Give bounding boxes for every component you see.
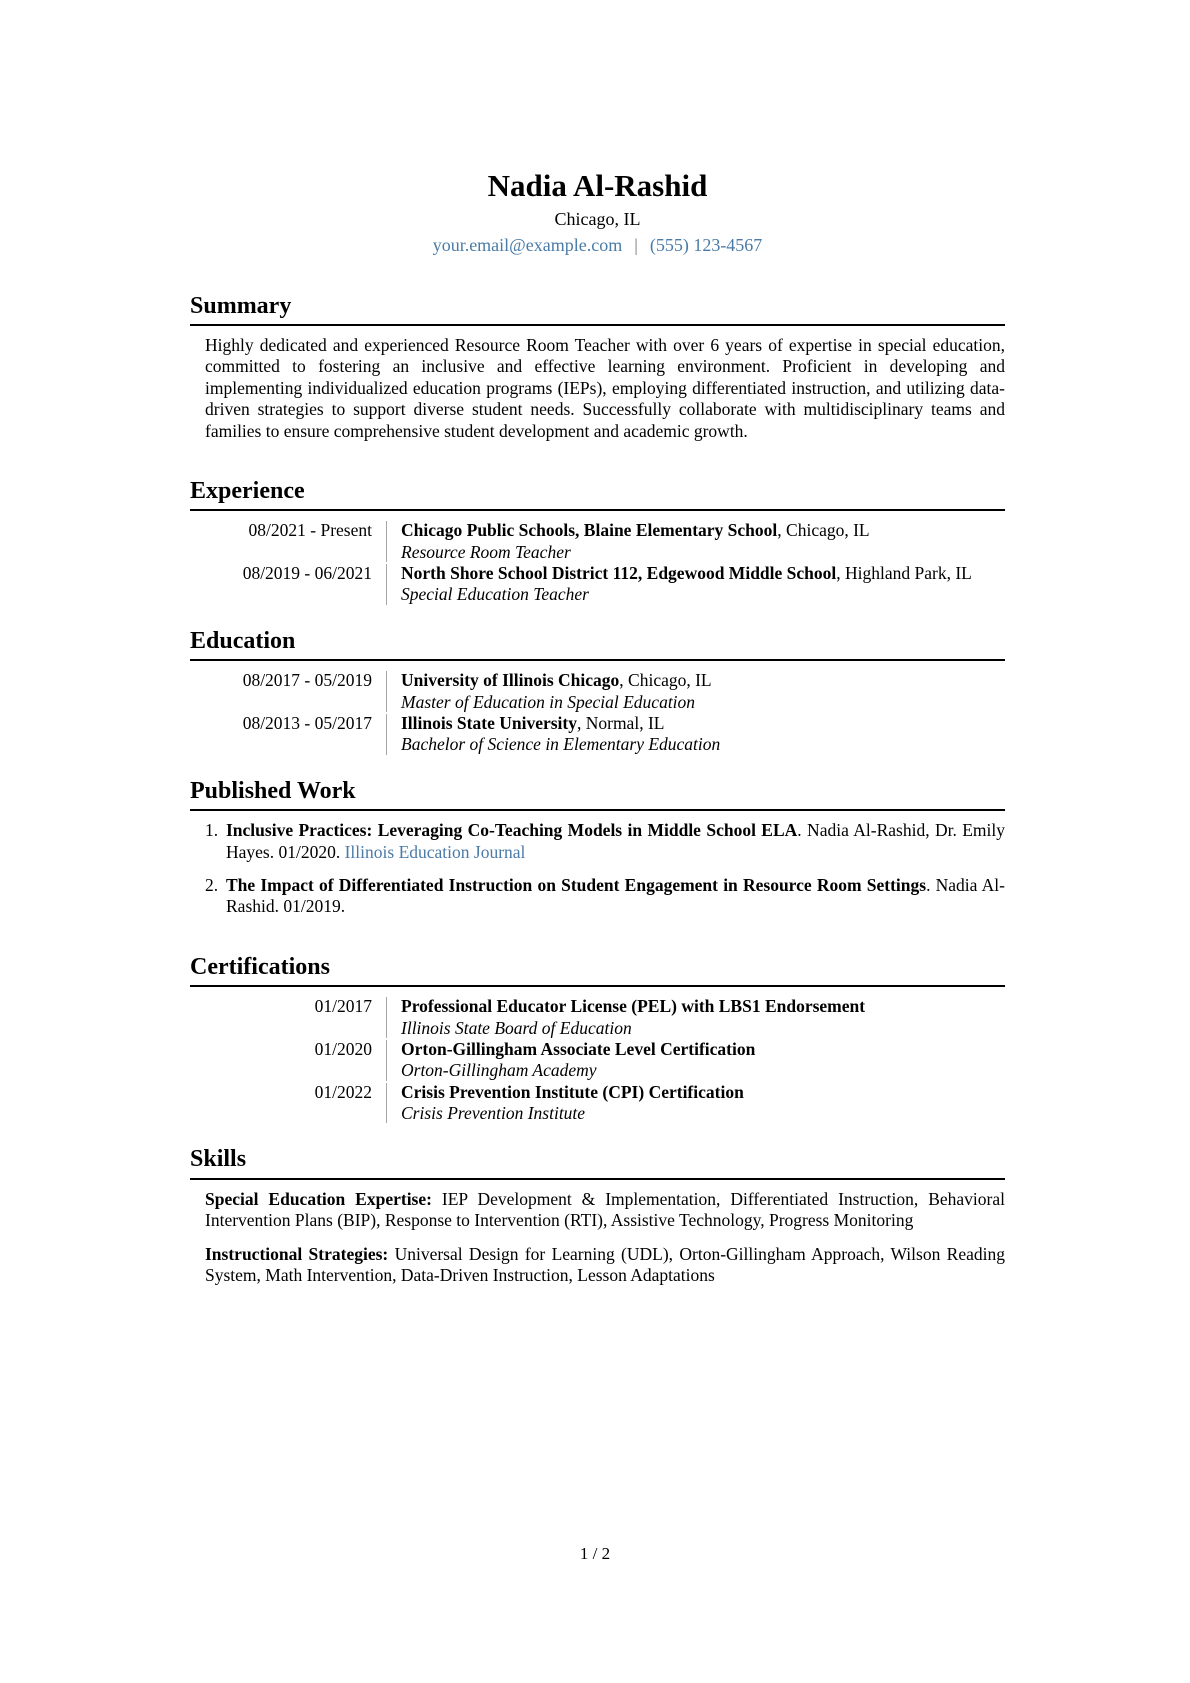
certification-issuer: Illinois State Board of Education (401, 1017, 632, 1038)
experience-entry (190, 520, 1005, 563)
company-name: Chicago Public Schools, Blaine Elementary School (401, 520, 778, 541)
publication-authors: . Nadia Al-Rashid. 01/2019. (226, 875, 1005, 917)
entry-divider (386, 714, 387, 755)
publication-title: Inclusive Practices: Leveraging Co-Teaching Models in Middle School ELA (226, 820, 798, 841)
experience-title-line (401, 563, 1005, 584)
contact-line (190, 235, 1005, 257)
certification-entry (190, 996, 1005, 1039)
email-link[interactable]: your.email@example.com (432, 234, 623, 255)
section-summary (190, 293, 1005, 442)
entry-divider (386, 997, 387, 1038)
experience-entry (190, 563, 1005, 606)
skill-group-text: Universal Design for Learning (UDL), Orton-Gillingham Approach, Wilson Reading System, Math Intervention, Data-Driven Instruction, Lesson Adaptations (205, 1243, 1005, 1286)
education-entry (190, 670, 1005, 713)
certification-issuer: Orton-Gillingham Academy (401, 1060, 597, 1081)
certification-date: 01/2017 (314, 996, 372, 1017)
degree: Bachelor of Science in Elementary Education (401, 734, 721, 755)
contact-separator: | (634, 234, 638, 255)
certification-date: 01/2020 (314, 1039, 372, 1060)
school-location: , Normal, IL (576, 713, 665, 734)
publication-number: 1. (205, 820, 219, 841)
company-location: , Highland Park, IL (836, 563, 972, 584)
entry-divider (386, 521, 387, 562)
publication-entry (205, 820, 1005, 863)
certification-date: 01/2022 (314, 1081, 372, 1102)
company-location: , Chicago, IL (777, 520, 870, 541)
skill-group-label: Special Education Expertise: (205, 1189, 432, 1210)
section-skills (190, 1146, 1005, 1286)
summary-text: Highly dedicated and experienced Resource Room Teacher with over 6 years of expertise in special education, committed to fostering an inclusive and effective learning environment. Proficient in developing and implementing individualized education programs (IEPs), employing differentiated instruction, and utilizing data-driven strategies to support diverse student needs. Successfully collaborate with multidisciplinary teams and families to ensure comprehensive student development and academic growth. (205, 335, 1005, 441)
publication-text (226, 875, 1005, 918)
education-entry (190, 713, 1005, 756)
journal-link[interactable]: Illinois Education Journal (344, 841, 526, 862)
certifications-heading: Certifications (190, 954, 1005, 988)
education-date: 08/2013 - 05/2017 (242, 713, 372, 734)
page-number: 1 / 2 (579, 1544, 611, 1563)
person-location: Chicago, IL (554, 208, 641, 229)
skills-heading: Skills (190, 1146, 1005, 1180)
education-date: 08/2017 - 05/2019 (242, 670, 372, 691)
entry-divider (386, 671, 387, 712)
entry-divider (386, 564, 387, 605)
publication-authors: . Nadia Al-Rashid, Dr. Emily Hayes. 01/2020. (226, 820, 1005, 862)
skill-group-label: Instructional Strategies: (205, 1243, 389, 1264)
phone-link[interactable]: (555) 123-4567 (649, 234, 763, 255)
section-education (190, 628, 1005, 756)
certification-title: Crisis Prevention Institute (CPI) Certification (401, 1081, 744, 1102)
certification-entry (190, 1039, 1005, 1082)
experience-date: 08/2019 - 06/2021 (242, 563, 372, 584)
degree: Master of Education in Special Education (401, 691, 696, 712)
summary-heading: Summary (190, 293, 1005, 327)
person-name: Nadia Al-Rashid (487, 168, 708, 203)
education-title-line (401, 670, 1005, 691)
publication-title: The Impact of Differentiated Instruction on Student Engagement in Resource Room Settings (226, 875, 927, 896)
skill-group-text: IEP Development & Implementation, Differentiated Instruction, Behavioral Intervention Plans (BIP), Response to Intervention (RTI), Assistive Technology, Progress Monitoring (205, 1189, 1005, 1231)
experience-heading: Experience (190, 478, 1005, 512)
company-name: North Shore School District 112, Edgewood Middle School (401, 563, 837, 584)
experience-title-line (401, 520, 1005, 541)
section-experience (190, 478, 1005, 606)
entry-divider (386, 1040, 387, 1081)
school-location: , Chicago, IL (619, 670, 712, 691)
job-title: Resource Room Teacher (401, 541, 571, 562)
section-published-work (190, 778, 1005, 918)
section-certifications (190, 954, 1005, 1125)
education-title-line (401, 713, 1005, 734)
certification-entry (190, 1082, 1005, 1125)
school-name: Illinois State University (401, 713, 577, 734)
entry-divider (386, 1083, 387, 1124)
certification-title: Orton-Gillingham Associate Level Certification (401, 1039, 756, 1060)
publication-number: 2. (205, 875, 219, 896)
published-work-heading: Published Work (190, 778, 1005, 812)
certification-title: Professional Educator License (PEL) with LBS1 Endorsement (401, 996, 866, 1017)
experience-date: 08/2021 - Present (248, 520, 372, 541)
publication-entry (205, 875, 1005, 918)
job-title: Special Education Teacher (401, 584, 589, 605)
publication-text (226, 820, 1005, 863)
education-heading: Education (190, 628, 1005, 662)
certification-issuer: Crisis Prevention Institute (401, 1103, 586, 1124)
skill-group (205, 1189, 1005, 1232)
school-name: University of Illinois Chicago (401, 670, 620, 691)
skill-group (205, 1244, 1005, 1287)
